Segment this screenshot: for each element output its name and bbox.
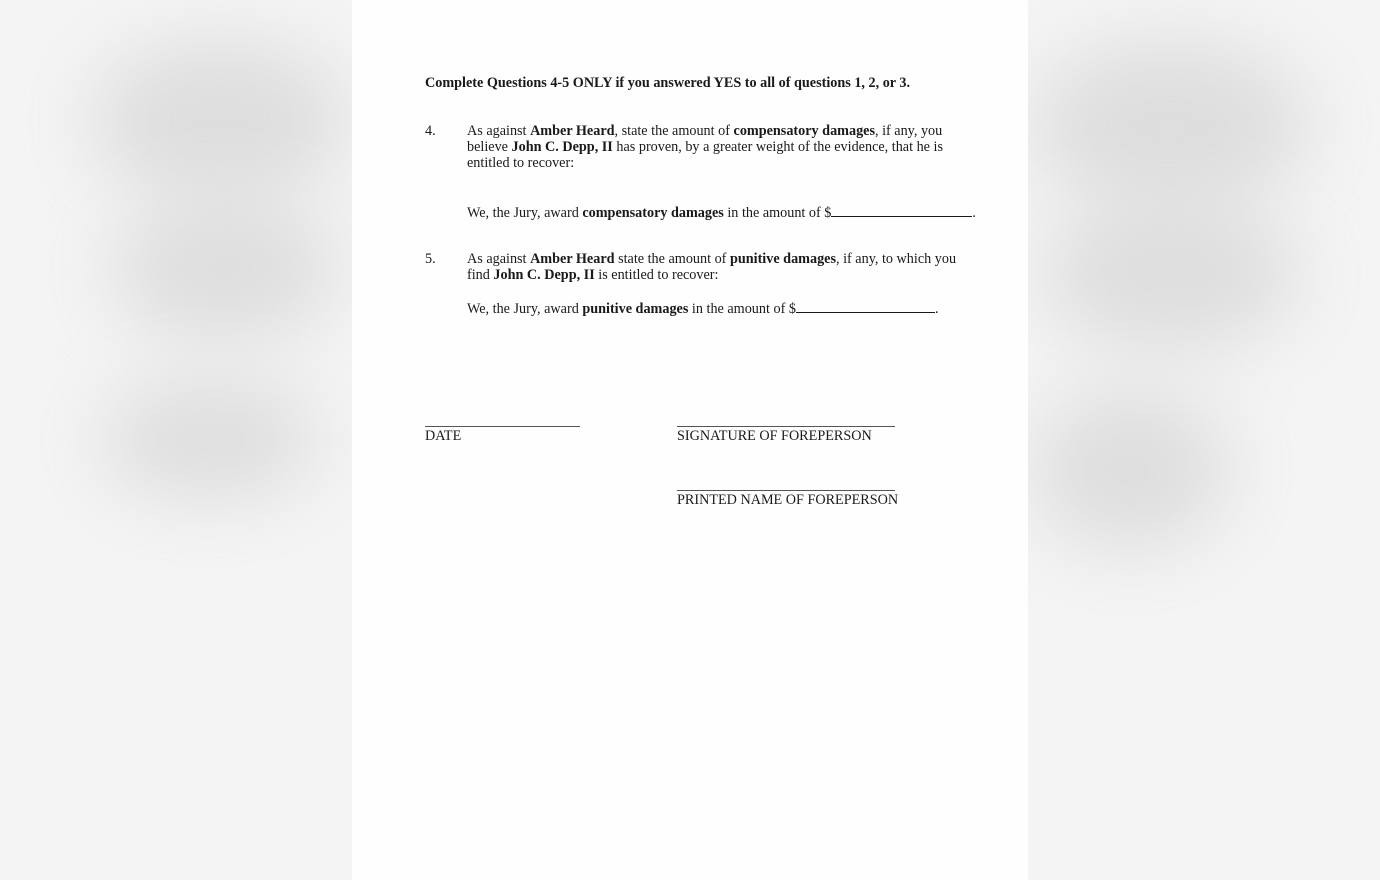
background-blur-shape [100,380,320,500]
question-5-text-part: , if any, to which you find [467,251,957,283]
question-4-text-part: , state the amount of [614,123,734,139]
award-prefix: We, the Jury, award [467,301,583,317]
question-4-text [467,123,977,171]
award-damages-type: punitive damages [582,301,689,317]
question-5-text [467,251,977,283]
award-end: . [934,301,939,317]
background-blur-shape [1030,40,1310,210]
plaintiff-name: John C. Depp, II [493,267,595,283]
printed-name-label: PRINTED NAME OF FOREPERSON [677,492,899,508]
punitive-amount-blank[interactable] [796,299,935,313]
question-5-text-part: As against [467,251,531,267]
award-end: . [972,205,976,221]
damages-type: compensatory damages [733,123,875,139]
background-blur-shape [1040,200,1300,350]
question-5-number: 5. [425,251,436,267]
instructions-heading: Complete Questions 4-5 ONLY if you answered YES to all of questions 1, 2, or 3. [425,75,911,91]
award-prefix: We, the Jury, award [467,205,583,221]
question-5-text-part: is entitled to recover: [594,267,719,283]
compensatory-award-line [467,203,976,221]
question-4-text-part: As against [467,123,531,139]
punitive-award-line [467,299,939,317]
background-blur-shape [110,200,340,340]
question-5-text-part: state the amount of [614,251,730,267]
award-suffix: in the amount of $ [723,205,832,221]
defendant-name: Amber Heard [530,251,615,267]
background-blur-shape [90,40,350,200]
signature-label: SIGNATURE OF FOREPERSON [677,428,872,444]
compensatory-amount-blank[interactable] [831,203,972,217]
background-blur-shape [1030,390,1230,550]
damages-type: punitive damages [729,251,836,267]
foreperson-signature-line[interactable] [677,426,895,427]
question-4-number: 4. [425,123,436,139]
award-suffix: in the amount of $ [688,301,796,317]
defendant-name: Amber Heard [530,123,615,139]
date-signature-line[interactable] [425,426,580,427]
plaintiff-name: John C. Depp, II [511,139,613,155]
award-damages-type: compensatory damages [582,205,724,221]
question-4-text-part: has proven, by a greater weight of the evidence, that he is entitled to recover: [467,139,943,171]
date-label: DATE [425,428,462,444]
verdict-form-page [352,0,1028,880]
printed-name-line[interactable] [677,490,895,491]
question-4-text-part: , if any, you believe [467,123,943,155]
